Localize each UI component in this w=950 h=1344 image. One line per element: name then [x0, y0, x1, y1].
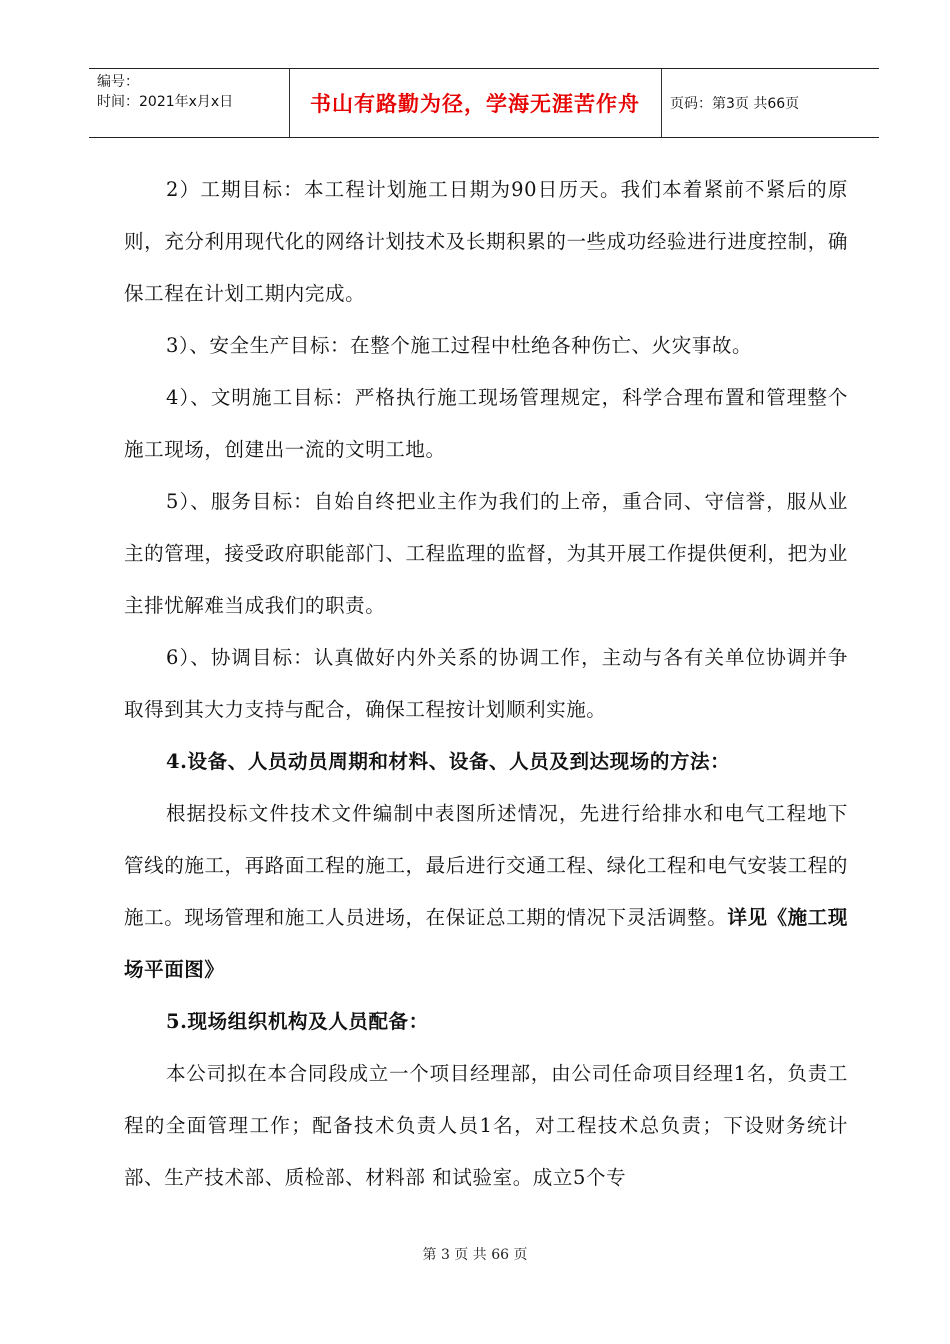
paragraph-civilized-construction-goal: 4）、文明施工目标：严格执行施工现场管理规定，科学合理布置和管理整个施工现场，创建出一流的文明工地。	[124, 386, 848, 461]
paragraph-organization: 本公司拟在本合同段成立一个项目经理部，由公司任命项目经理1名，负责工程的全面管理工作；配备技术负责人员1名，对工程技术总负责；下设财务统计部、生产技术部、质检部、材料部 和试验室。成立5个专	[124, 1062, 848, 1189]
header-page-cell	[662, 69, 879, 137]
header-motto-cell	[289, 69, 662, 137]
document-body	[124, 164, 848, 1204]
section-heading-4: 4.设备、人员动员周期和材料、设备、人员及到达现场的方法：	[166, 750, 731, 773]
header-page-info: 页码：第3页 共66页	[670, 96, 800, 112]
paragraph-schedule-goal: 2）工期目标：本工程计划施工日期为90日历天。我们本着紧前不紧后的原则，充分利用现代化的网络计划技术及长期积累的一些成功经验进行进度控制，确保工程在计划工期内完成。	[124, 178, 848, 305]
paragraph-mobilization	[124, 788, 848, 996]
paragraph-mobilization-text: 根据投标文件技术文件编制中表图所述情况，先进行给排水和电气工程地下管线的施工，再路面工程的施工，最后进行交通工程、绿化工程和电气安装工程的施工。现场管理和施工人员进场，在保证总工期的情况下灵活调整。	[124, 802, 848, 929]
paragraph-coordination-goal: 6）、协调目标：认真做好内外关系的协调工作，主动与各有关单位协调并争取得到其大力支持与配合，确保工程按计划顺利实施。	[124, 646, 848, 721]
paragraph-safety-goal: 3）、安全生产目标：在整个施工过程中杜绝各种伤亡、火灾事故。	[166, 334, 753, 357]
page-header	[89, 68, 879, 138]
page-footer: 第 3 页 共 66 页	[422, 1247, 528, 1263]
site-plan-reference: 详见《施工现场平面图》	[124, 906, 848, 981]
header-meta	[89, 69, 290, 137]
section-heading-5: 5.现场组织机构及人员配备：	[166, 1010, 429, 1033]
header-motto: 书山有路勤为径，学海无涯苦作舟	[310, 92, 640, 116]
paragraph-service-goal: 5）、服务目标：自始自终把业主作为我们的上帝，重合同、守信誉，服从业主的管理，接受政府职能部门、工程监理的监督，为其开展工作提供便利，把为业主排忧解难当成我们的职责。	[124, 490, 848, 617]
document-date-label: 时间：2021年x月x日	[97, 94, 234, 110]
document-number-label: 编号：	[97, 74, 139, 90]
